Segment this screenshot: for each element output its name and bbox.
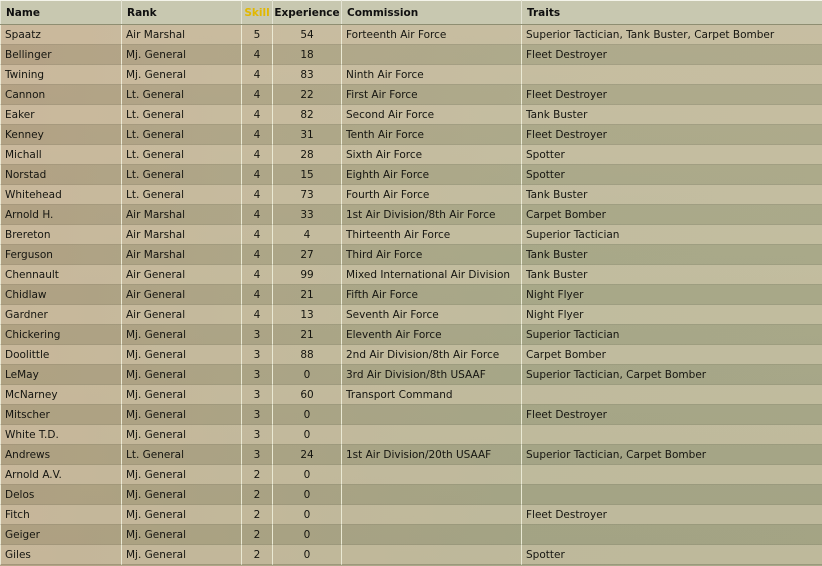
cell-commission: 1st Air Division/20th USAAF [342,445,522,465]
cell-traits: Carpet Bomber [522,205,822,225]
cell-traits: Fleet Destroyer [522,45,822,65]
cell-name: Geiger [1,525,122,545]
cell-traits: Superior Tactician, Tank Buster, Carpet Bomber [522,25,822,45]
cell-skill: 4 [242,285,273,305]
cell-skill: 4 [242,265,273,285]
cell-traits: Superior Tactician, Carpet Bomber [522,365,822,385]
cell-commission: Thirteenth Air Force [342,225,522,245]
cell-skill: 4 [242,225,273,245]
cell-rank: Air General [122,285,242,305]
cell-name: Bellinger [1,45,122,65]
cell-traits: Carpet Bomber [522,345,822,365]
cell-commission [342,525,522,545]
table-row[interactable] [1,345,822,365]
cell-name: Kenney [1,125,122,145]
cell-skill: 4 [242,45,273,65]
table-row[interactable] [1,145,822,165]
cell-skill: 5 [242,25,273,45]
cell-commission: Sixth Air Force [342,145,522,165]
cell-name: Chennault [1,265,122,285]
cell-experience: 60 [273,385,342,405]
table-row[interactable] [1,125,822,145]
cell-experience: 0 [273,465,342,485]
table-row[interactable] [1,285,822,305]
cell-skill: 4 [242,205,273,225]
cell-rank: Lt. General [122,125,242,145]
table-row[interactable] [1,485,822,505]
cell-commission: Ninth Air Force [342,65,522,85]
cell-commission: First Air Force [342,85,522,105]
table-row[interactable] [1,545,822,565]
cell-name: Fitch [1,505,122,525]
table-row[interactable] [1,245,822,265]
cell-skill: 4 [242,245,273,265]
cell-traits: Tank Buster [522,245,822,265]
cell-experience: 4 [273,225,342,245]
cell-name: Spaatz [1,25,122,45]
cell-name: Cannon [1,85,122,105]
cell-traits: Night Flyer [522,285,822,305]
cell-traits: Tank Buster [522,265,822,285]
cell-traits: Fleet Destroyer [522,505,822,525]
cell-rank: Air Marshal [122,205,242,225]
cell-name: Twining [1,65,122,85]
cell-rank: Air Marshal [122,25,242,45]
cell-traits: Fleet Destroyer [522,405,822,425]
cell-rank: Mj. General [122,425,242,445]
cell-rank: Mj. General [122,45,242,65]
cell-name: Michall [1,145,122,165]
cell-commission: 1st Air Division/8th Air Force [342,205,522,225]
cell-commission: Fifth Air Force [342,285,522,305]
cell-rank: Mj. General [122,505,242,525]
cell-name: Mitscher [1,405,122,425]
cell-skill: 3 [242,425,273,445]
cell-traits: Superior Tactician [522,225,822,245]
cell-name: Doolittle [1,345,122,365]
cell-traits [522,385,822,405]
cell-experience: 31 [273,125,342,145]
cell-traits: Night Flyer [522,305,822,325]
cell-experience: 0 [273,545,342,565]
cell-traits: Tank Buster [522,105,822,125]
cell-name: McNarney [1,385,122,405]
table-row[interactable] [1,105,822,125]
cell-experience: 24 [273,445,342,465]
cell-commission: Tenth Air Force [342,125,522,145]
cell-name: Chidlaw [1,285,122,305]
cell-traits [522,525,822,545]
cell-experience: 73 [273,185,342,205]
cell-name: Delos [1,485,122,505]
cell-traits: Tank Buster [522,185,822,205]
cell-rank: Lt. General [122,445,242,465]
table-row[interactable] [1,445,822,465]
cell-experience: 88 [273,345,342,365]
cell-traits [522,465,822,485]
cell-experience: 0 [273,405,342,425]
cell-experience: 0 [273,425,342,445]
cell-rank: Air Marshal [122,225,242,245]
cell-experience: 83 [273,65,342,85]
cell-experience: 82 [273,105,342,125]
cell-name: Eaker [1,105,122,125]
cell-rank: Mj. General [122,345,242,365]
table-row[interactable] [1,365,822,385]
column-header-name[interactable]: Name [1,1,122,25]
column-header-rank[interactable]: Rank [122,1,242,25]
cell-traits: Spotter [522,145,822,165]
column-header-skill[interactable]: Skill [242,1,273,25]
cell-skill: 4 [242,65,273,85]
cell-skill: 3 [242,385,273,405]
cell-skill: 4 [242,125,273,145]
table-row[interactable] [1,85,822,105]
header-row [1,1,822,25]
cell-commission [342,485,522,505]
cell-commission: Third Air Force [342,245,522,265]
cell-experience: 0 [273,505,342,525]
cell-traits: Fleet Destroyer [522,85,822,105]
cell-skill: 4 [242,85,273,105]
cell-traits [522,425,822,445]
cell-rank: Air General [122,265,242,285]
cell-commission: 3rd Air Division/8th USAAF [342,365,522,385]
cell-name: Chickering [1,325,122,345]
column-header-traits[interactable]: Traits [522,1,822,25]
cell-experience: 0 [273,485,342,505]
cell-commission: Transport Command [342,385,522,405]
cell-name: LeMay [1,365,122,385]
cell-commission [342,545,522,565]
cell-commission [342,505,522,525]
cell-skill: 4 [242,145,273,165]
cell-traits: Superior Tactician, Carpet Bomber [522,445,822,465]
cell-rank: Lt. General [122,105,242,125]
cell-traits: Spotter [522,545,822,565]
cell-experience: 13 [273,305,342,325]
cell-traits: Superior Tactician [522,325,822,345]
cell-experience: 21 [273,285,342,305]
cell-skill: 3 [242,445,273,465]
table-row[interactable] [1,405,822,425]
table-row[interactable] [1,225,822,245]
cell-name: Andrews [1,445,122,465]
cell-name: Arnold H. [1,205,122,225]
table-row[interactable] [1,385,822,405]
cell-commission: Fourth Air Force [342,185,522,205]
table-row[interactable] [1,45,822,65]
cell-commission [342,405,522,425]
cell-skill: 4 [242,185,273,205]
cell-commission: Eighth Air Force [342,165,522,185]
cell-rank: Air Marshal [122,245,242,265]
cell-traits: Spotter [522,165,822,185]
table-row[interactable] [1,525,822,545]
cell-skill: 4 [242,105,273,125]
cell-rank: Air General [122,305,242,325]
cell-experience: 0 [273,365,342,385]
cell-experience: 21 [273,325,342,345]
cell-rank: Mj. General [122,485,242,505]
cell-skill: 2 [242,465,273,485]
cell-experience: 99 [273,265,342,285]
cell-commission: Eleventh Air Force [342,325,522,345]
table-row[interactable] [1,185,822,205]
cell-name: White T.D. [1,425,122,445]
cell-rank: Mj. General [122,545,242,565]
column-header-experience[interactable]: Experience [273,1,342,25]
cell-skill: 3 [242,345,273,365]
table-row[interactable] [1,205,822,225]
table-row[interactable] [1,425,822,445]
cell-skill: 2 [242,525,273,545]
cell-rank: Lt. General [122,165,242,185]
cell-commission [342,45,522,65]
cell-experience: 27 [273,245,342,265]
cell-skill: 2 [242,545,273,565]
cell-traits [522,65,822,85]
cell-traits [522,485,822,505]
cell-name: Norstad [1,165,122,185]
cell-traits: Fleet Destroyer [522,125,822,145]
cell-name: Giles [1,545,122,565]
table-row[interactable] [1,25,822,45]
cell-commission: Mixed International Air Division [342,265,522,285]
cell-rank: Lt. General [122,85,242,105]
cell-rank: Mj. General [122,525,242,545]
cell-rank: Lt. General [122,185,242,205]
cell-skill: 3 [242,405,273,425]
cell-commission: Second Air Force [342,105,522,125]
table-row[interactable] [1,325,822,345]
cell-name: Whitehead [1,185,122,205]
column-header-commission[interactable]: Commission [342,1,522,25]
cell-skill: 4 [242,305,273,325]
table-row[interactable] [1,165,822,185]
table-row[interactable] [1,305,822,325]
cell-experience: 33 [273,205,342,225]
cell-name: Ferguson [1,245,122,265]
cell-skill: 2 [242,485,273,505]
cell-commission: Forteenth Air Force [342,25,522,45]
cell-skill: 2 [242,505,273,525]
cell-rank: Mj. General [122,325,242,345]
cell-experience: 18 [273,45,342,65]
cell-rank: Lt. General [122,145,242,165]
table-row[interactable] [1,465,822,485]
cell-commission: 2nd Air Division/8th Air Force [342,345,522,365]
cell-experience: 28 [273,145,342,165]
cell-name: Gardner [1,305,122,325]
cell-experience: 0 [273,525,342,545]
cell-commission [342,465,522,485]
cell-name: Brereton [1,225,122,245]
table-row[interactable] [1,265,822,285]
cell-rank: Mj. General [122,385,242,405]
table-row[interactable] [1,505,822,525]
cell-skill: 3 [242,365,273,385]
cell-commission [342,425,522,445]
cell-experience: 22 [273,85,342,105]
cell-name: Arnold A.V. [1,465,122,485]
cell-rank: Mj. General [122,65,242,85]
cell-experience: 15 [273,165,342,185]
table-row[interactable] [1,65,822,85]
cell-rank: Mj. General [122,405,242,425]
cell-skill: 3 [242,325,273,345]
cell-experience: 54 [273,25,342,45]
cell-commission: Seventh Air Force [342,305,522,325]
cell-rank: Mj. General [122,365,242,385]
cell-skill: 4 [242,165,273,185]
cell-rank: Mj. General [122,465,242,485]
